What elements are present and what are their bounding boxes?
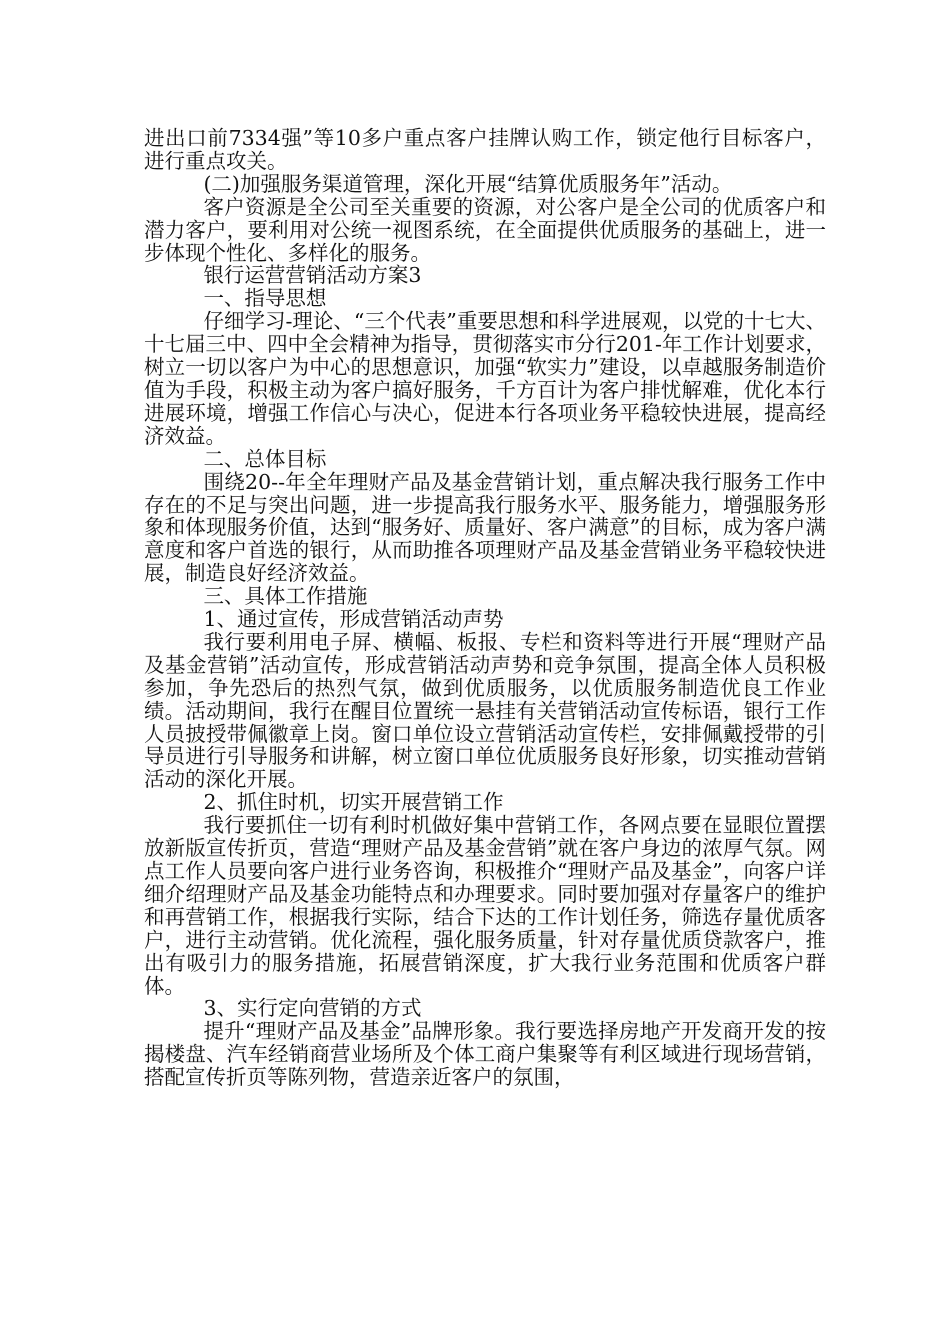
heading: 三、具体工作措施 [203, 584, 368, 609]
document-body [144, 127, 826, 1089]
heading: 二、总体目标 [203, 446, 327, 471]
section-title: 银行运营营销活动方案3 [203, 263, 422, 288]
paragraph: 围绕20--年全年理财产品及基金营销计划，重点解决我行服务工作中存在的不足与突出问题，进一步提高我行服务水平、服务能力，增强服务形象和体现服务价值，达到“服务好、质量好、客户满意”的目标，成为客户满意度和客户首选的银行，从而助推各项理财产品及基金营销业务平稳较快进展，制造良好经济效益。 [144, 469, 826, 586]
paragraph: 客户资源是全公司至关重要的资源，对公客户是全公司的优质客户和潜力客户，要利用对公统一视图系统，在全面提供优质服务的基础上，进一步体现个性化、多样化的服务。 [144, 194, 826, 265]
paragraph: 我行要利用电子屏、横幅、板报、专栏和资料等进行开展“理财产品及基金营销”活动宣传，形成营销活动声势和竞争氛围，提高全体人员积极参加，争先恐后的热烈气氛，做到优质服务，以优质服务制造优良工作业绩。活动期间，我行在醒目位置统一悬挂有关营销活动宣传标语，银行工作人员披授带佩徽章上岗。窗口单位设立营销活动宣传栏，安排佩戴授带的引导员进行引导服务和讲解，树立窗口单位优质服务良好形象，切实推动营销活动的深化开展。 [144, 629, 826, 792]
subheading: 3、实行定向营销的方式 [203, 996, 422, 1021]
paragraph: 仔细学习-理论、“三个代表”重要思想和科学进展观，以党的十七大、十七届三中、四中全会精神为指导，贯彻落实市分行201-年工作计划要求，树立一切以客户为中心的思想意识，加强“软实力”建设，以卓越服务制造价值为手段，积极主动为客户搞好服务，千方百计为客户排忧解难，优化本行进展环境，增强工作信心与决心，促进本行各项业务平稳较快进展，提高经济效益。 [144, 309, 826, 448]
paragraph: 我行要抓住一切有利时机做好集中营销工作，各网点要在显眼位置摆放新版宣传折页，营造“理财产品及基金营销”就在客户身边的浓厚气氛。网点工作人员要向客户进行业务咨询，积极推介“理财产品及基金”，向客户详细介绍理财产品及基金功能特点和办理要求。同时要加强对存量客户的维护和再营销工作，根据我行实际，结合下达的工作计划任务，筛选存量优质客户，进行主动营销。优化流程，强化服务质量，针对存量优质贷款客户，推出有吸引力的服务措施，拓展营销深度，扩大我行业务范围和优质客户群体。 [144, 813, 826, 998]
paragraph: 提升“理财产品及基金”品牌形象。我行要选择房地产开发商开发的按揭楼盘、汽车经销商营业场所及个体工商户集聚等有利区域进行现场营销，搭配宣传折页等陈列物，营造亲近客户的氛围， [144, 1019, 826, 1090]
heading: 一、指导思想 [203, 286, 327, 311]
subheading: 2、抓住时机，切实开展营销工作 [203, 790, 504, 815]
paragraph: 进出口前7334强”等10多户重点客户挂牌认购工作，锁定他行目标客户，进行重点攻关。 [144, 126, 826, 173]
paragraph: (二)加强服务渠道管理，深化开展“结算优质服务年”活动。 [203, 171, 733, 196]
subheading: 1、通过宣传，形成营销活动声势 [203, 607, 504, 632]
